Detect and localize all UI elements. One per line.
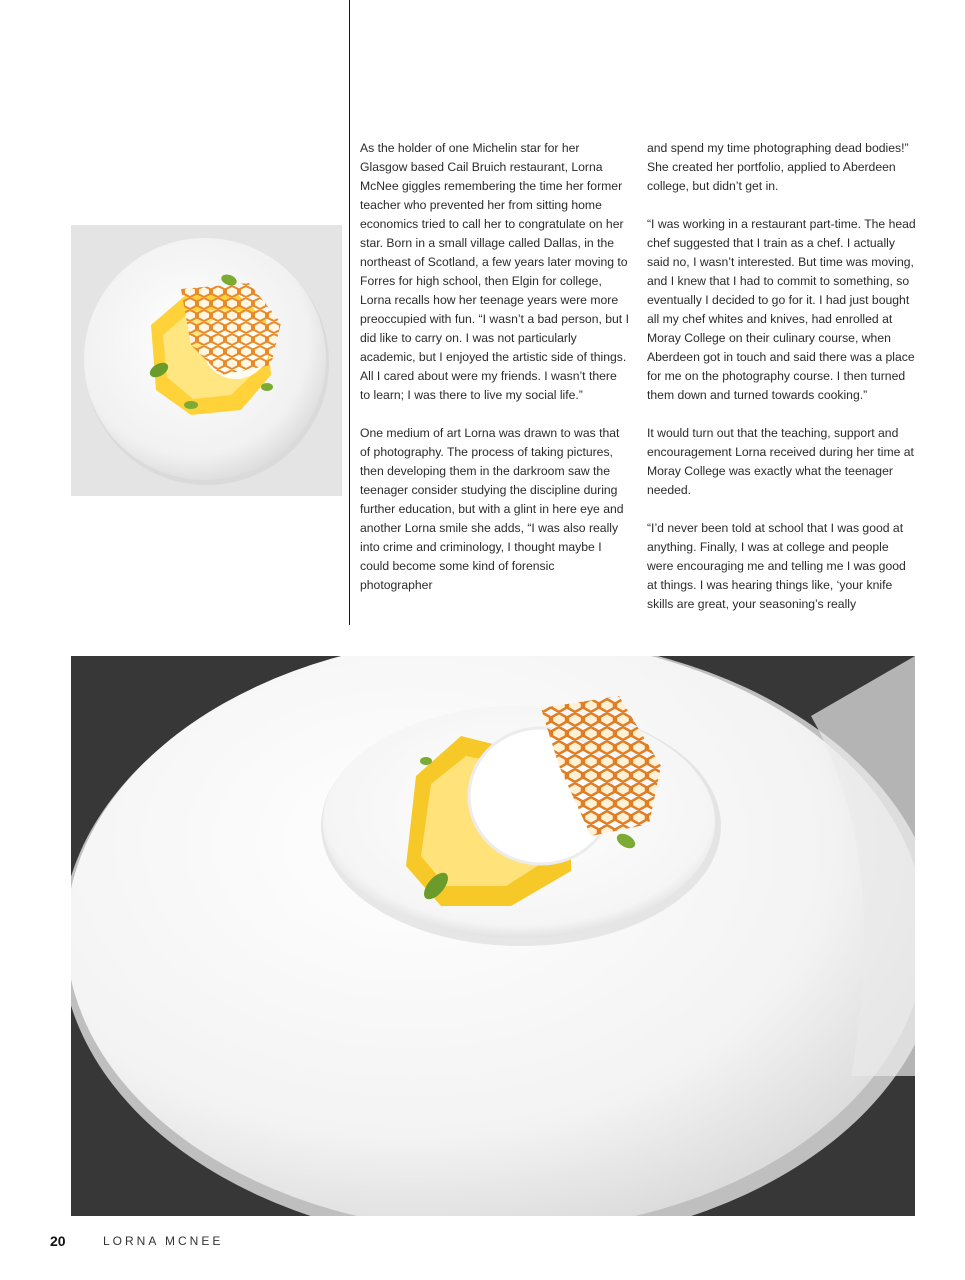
article-paragraph: “I was working in a restaurant part-time. The head chef suggested that I train as a chef. I actually said no, I wasn’t interested. But time was moving, and I knew that I had to commit to something, so eventually I decided to go for it. I had just bought all my chef whites and knives, had enrolled at Moray College on their culinary course, when Aberdeen got in touch and said there was a place for me on the photography course. I then turned them down and turned towards cooking.” [647,217,916,402]
article-paragraph: One medium of art Lorna was drawn to was that of photography. The process of taking pictures, then developing them in the darkroom saw the teenager consider studying the discipline during further education, but with a glint in here eye and another Lorna smile she adds, “I was also really into crime and criminology, I thought maybe I could become some kind of forensic photographer [360,426,624,592]
article-paragraph: and spend my time photographing dead bodies!” She created her portfolio, applied to Aberdeen college, but didn’t get in. [647,141,909,193]
dessert-photo-large [71,656,915,1216]
article-paragraph: It would turn out that the teaching, support and encouragement Lorna received during her time at Moray College was exactly what the teenager needed. [647,426,914,497]
article-paragraph: As the holder of one Michelin star for her Glasgow based Cail Bruich restaurant, Lorna McNee giggles remembering the time her former teacher who prevented her from sitting home economics tried to call her to congratulate on her star. Born in a small village called Dallas, in the northeast of Scotland, a few years later moving to Forres for high school, then Elgin for college, Lorna recalls how her teenage years were more preoccupied with fun. “I wasn’t a bad person, but I did like to carry on. I was not particularly academic, but I enjoyed the artistic side of things. All I cared about were my friends. I wasn’t there to learn; I was there to live my social life.” [360,141,629,402]
dessert-photo-small [71,225,342,496]
article-column-2 [647,139,917,633]
article-column-1 [360,139,630,614]
running-footer-title: LORNA MCNEE [103,1234,224,1248]
page-number: 20 [50,1233,66,1249]
column-divider-rule [349,0,350,625]
article-paragraph: “I’d never been told at school that I was good at anything. Finally, I was at college and people were encouraging me and telling me I was good at things. I was hearing things like, ‘your knife skills are great, your seasoning’s really [647,521,906,611]
